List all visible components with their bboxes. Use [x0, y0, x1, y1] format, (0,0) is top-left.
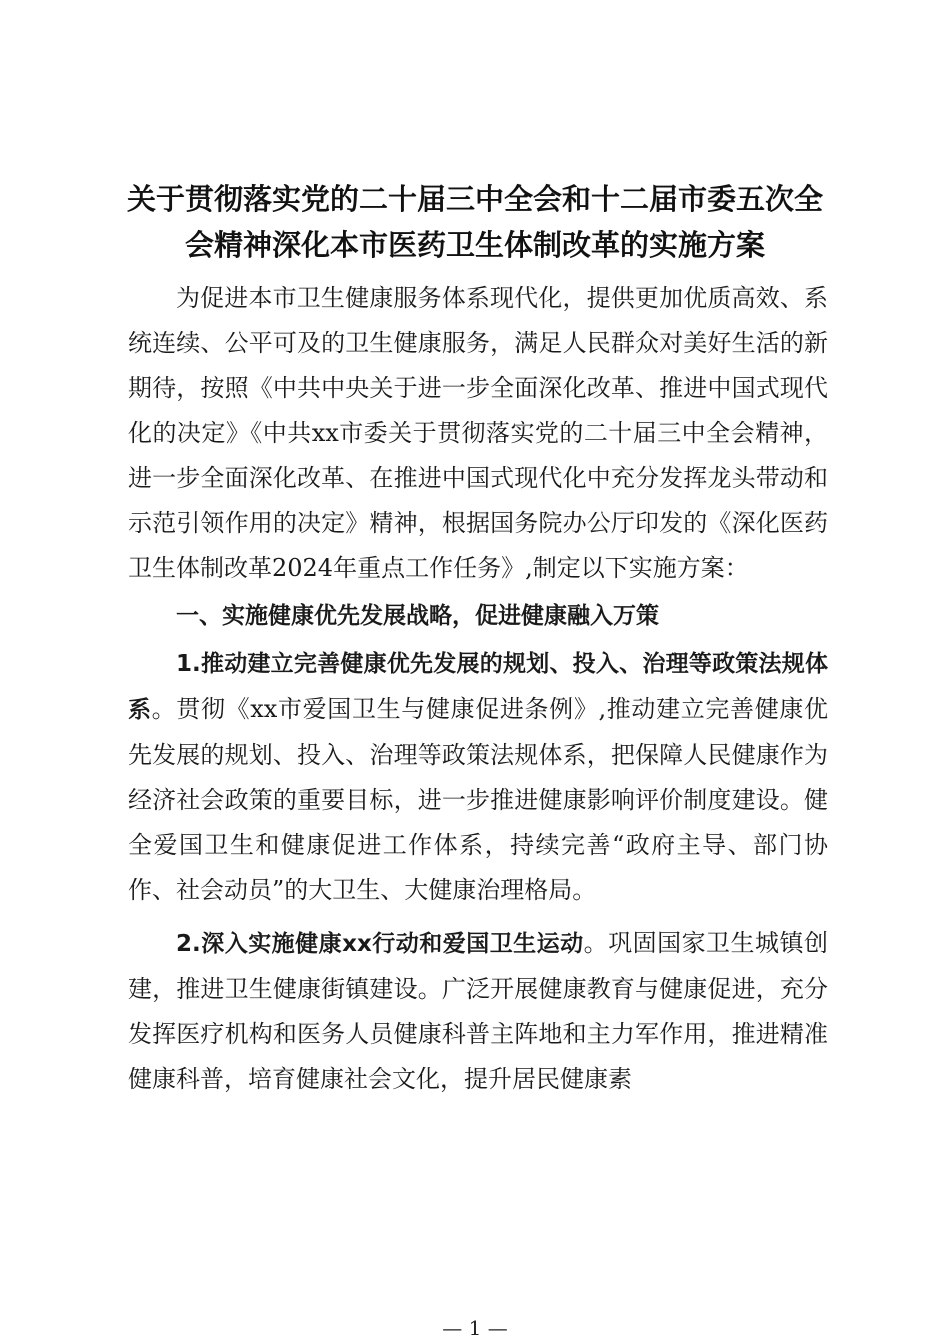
document-title — [120, 176, 830, 268]
item-1-lead: 1.推动建立完善健康优先发展的规划、投入、治理等政策法规体系 — [128, 651, 828, 723]
title-line-1: 关于贯彻落实党的二十届三中全会和十二届市委五次全 — [126, 182, 823, 216]
item-1-text: 。贯彻《xx市爱国卫生与健康促进条例》,推动建立完善健康优先发展的规划、投入、治理等政策法规体系，把保障人民健康作为经济社会政策的重要目标，进一步推进健康影响评价制度建设。健全爱国卫生和健康促进工作体系，持续完善“政府主导、部门协作、社会动员”的大卫生、大健康治理格局。 — [128, 695, 828, 904]
item-2-text: 。巩固国家卫生城镇创建，推进卫生健康街镇建设。广泛开展健康教育与健康促进，充分发挥医疗机构和医务人员健康科普主阵地和主力军作用，推进精准健康科普，培育健康社会文化，提升居民健康素 — [128, 929, 828, 1093]
document-body — [128, 276, 828, 1102]
title-line-2: 会精神深化本市医药卫生体制改革的实施方案 — [184, 228, 765, 262]
section-1-heading: 一、实施健康优先发展战略，促进健康融入万策 — [176, 603, 659, 629]
item-2-lead: 2.深入实施健康xx行动和爱国卫生运动 — [176, 931, 584, 957]
item-1-paragraph — [128, 641, 828, 913]
item-2-paragraph — [128, 921, 828, 1102]
paragraph-gap — [128, 913, 828, 921]
page-number: — 1 — — [442, 1316, 508, 1340]
intro-paragraph: 为促进本市卫生健康服务体系现代化，提供更加优质高效、系统连续、公平可及的卫生健康服务，满足人民群众对美好生活的新期待，按照《中共中央关于进一步全面深化改革、推进中国式现代化的决定》《中共xx市委关于贯彻落实党的二十届三中全会精神，进一步全面深化改革、在推进中国式现代化中充分发挥龙头带动和示范引领作用的决定》精神，根据国务院办公厅印发的《深化医药卫生体制改革2024年重点工作任务》,制定以下实施方案： — [128, 284, 828, 582]
